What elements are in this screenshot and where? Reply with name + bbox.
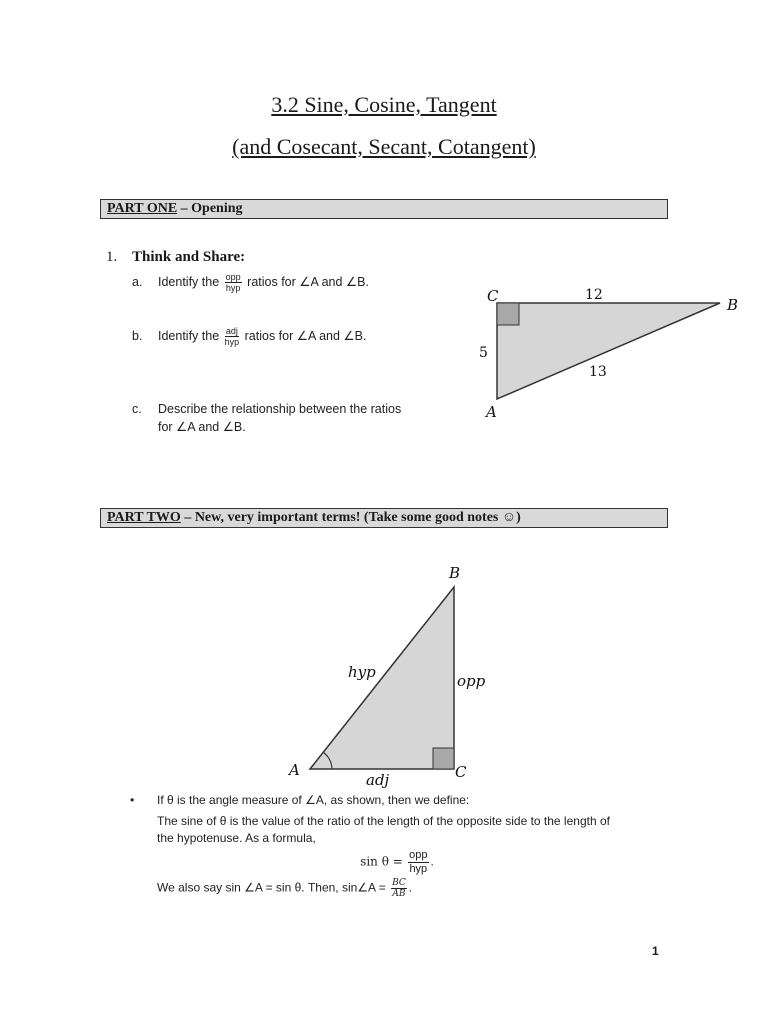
- line4-prefix: We also say sin ∠A = sin θ. Then, sin∠A =: [157, 880, 386, 895]
- question-1b-prefix: Identify the: [158, 328, 220, 343]
- triangle-right-shape: [310, 587, 454, 769]
- formula-fraction: [408, 849, 428, 876]
- fraction-denominator: hyp: [225, 283, 241, 293]
- triangle-abc-shape: [497, 303, 720, 399]
- fraction-denominator: hyp: [409, 863, 428, 875]
- definition-line2: The sine of θ is the value of the ratio of the length of the opposite side to the length of: [157, 814, 610, 828]
- fraction-denominator: AB: [392, 889, 406, 899]
- sine-formula: [157, 849, 677, 876]
- vertex-a-label: A: [289, 761, 300, 779]
- question-1b-suffix: ratios for ∠A and ∠B.: [244, 328, 367, 343]
- definition-block: [157, 792, 677, 899]
- question-1c-line2: for ∠A and ∠B.: [158, 420, 246, 434]
- side-ca-length: 5: [479, 345, 488, 361]
- right-angle-marker: [433, 748, 454, 769]
- side-ab-length: 13: [589, 364, 607, 380]
- vertex-c-label: C: [455, 763, 467, 781]
- part-two-header: [100, 508, 668, 528]
- right-angle-marker: [497, 303, 519, 325]
- part-one-label: PART ONE: [107, 201, 178, 216]
- definition-line4: [157, 878, 677, 899]
- question-1a-letter: a.: [132, 274, 143, 289]
- fraction-numerator: opp: [409, 849, 428, 861]
- definition-line3: the hypotenuse. As a formula,: [157, 831, 316, 845]
- side-cb-length: 12: [585, 287, 603, 303]
- question-1a-prefix: Identify the: [158, 274, 220, 289]
- page-title: 3.2 Sine, Cosine, Tangent: [271, 92, 497, 117]
- hyp-label: hyp: [348, 663, 376, 681]
- question-1b-fraction: [225, 326, 240, 347]
- vertex-c-label: C: [487, 287, 499, 305]
- part-one-header: [100, 199, 668, 219]
- formula-lhs: sin θ =: [360, 854, 403, 869]
- question-1b: [132, 326, 366, 347]
- line4-end: .: [408, 880, 413, 895]
- vertex-b-label: B: [449, 564, 461, 582]
- question-1: [106, 249, 245, 266]
- question-1c-line1: Describe the relationship between the ratios: [158, 402, 402, 416]
- triangle-hyp-opp-adj-figure: [280, 556, 510, 790]
- part-two-rest: – New, very important terms! (Take some good notes ☺): [180, 510, 521, 525]
- question-1a-suffix: ratios for ∠A and ∠B.: [247, 274, 369, 289]
- fraction-numerator: opp: [225, 272, 241, 282]
- part-two-label: PART TWO: [107, 510, 181, 525]
- question-1a: [132, 272, 369, 293]
- fraction-numerator: BC: [392, 878, 406, 888]
- page-subtitle: (and Cosecant, Secant, Cotangent): [232, 134, 536, 159]
- definition-line1: If θ is the angle measure of ∠A, as shown, then we define:: [157, 793, 470, 807]
- question-1c: [132, 400, 401, 436]
- vertex-a-label: A: [486, 403, 497, 421]
- triangle-abc-figure: [470, 282, 750, 422]
- question-1b-letter: b.: [132, 328, 143, 343]
- question-1-heading: Think and Share:: [132, 249, 246, 265]
- question-1a-fraction: [225, 272, 242, 293]
- question-1c-letter: c.: [132, 402, 142, 416]
- opp-label: opp: [457, 672, 486, 690]
- fraction-numerator: adj: [225, 326, 238, 336]
- question-1-number: 1.: [106, 249, 118, 265]
- line4-fraction: [391, 878, 407, 899]
- page-number: 1: [652, 944, 659, 958]
- definition-bullet: •: [130, 793, 135, 807]
- fraction-denominator: hyp: [224, 337, 240, 347]
- formula-end: .: [430, 854, 434, 869]
- adj-label: adj: [366, 771, 390, 789]
- vertex-b-label: B: [727, 296, 739, 314]
- part-one-rest: – Opening: [177, 201, 243, 216]
